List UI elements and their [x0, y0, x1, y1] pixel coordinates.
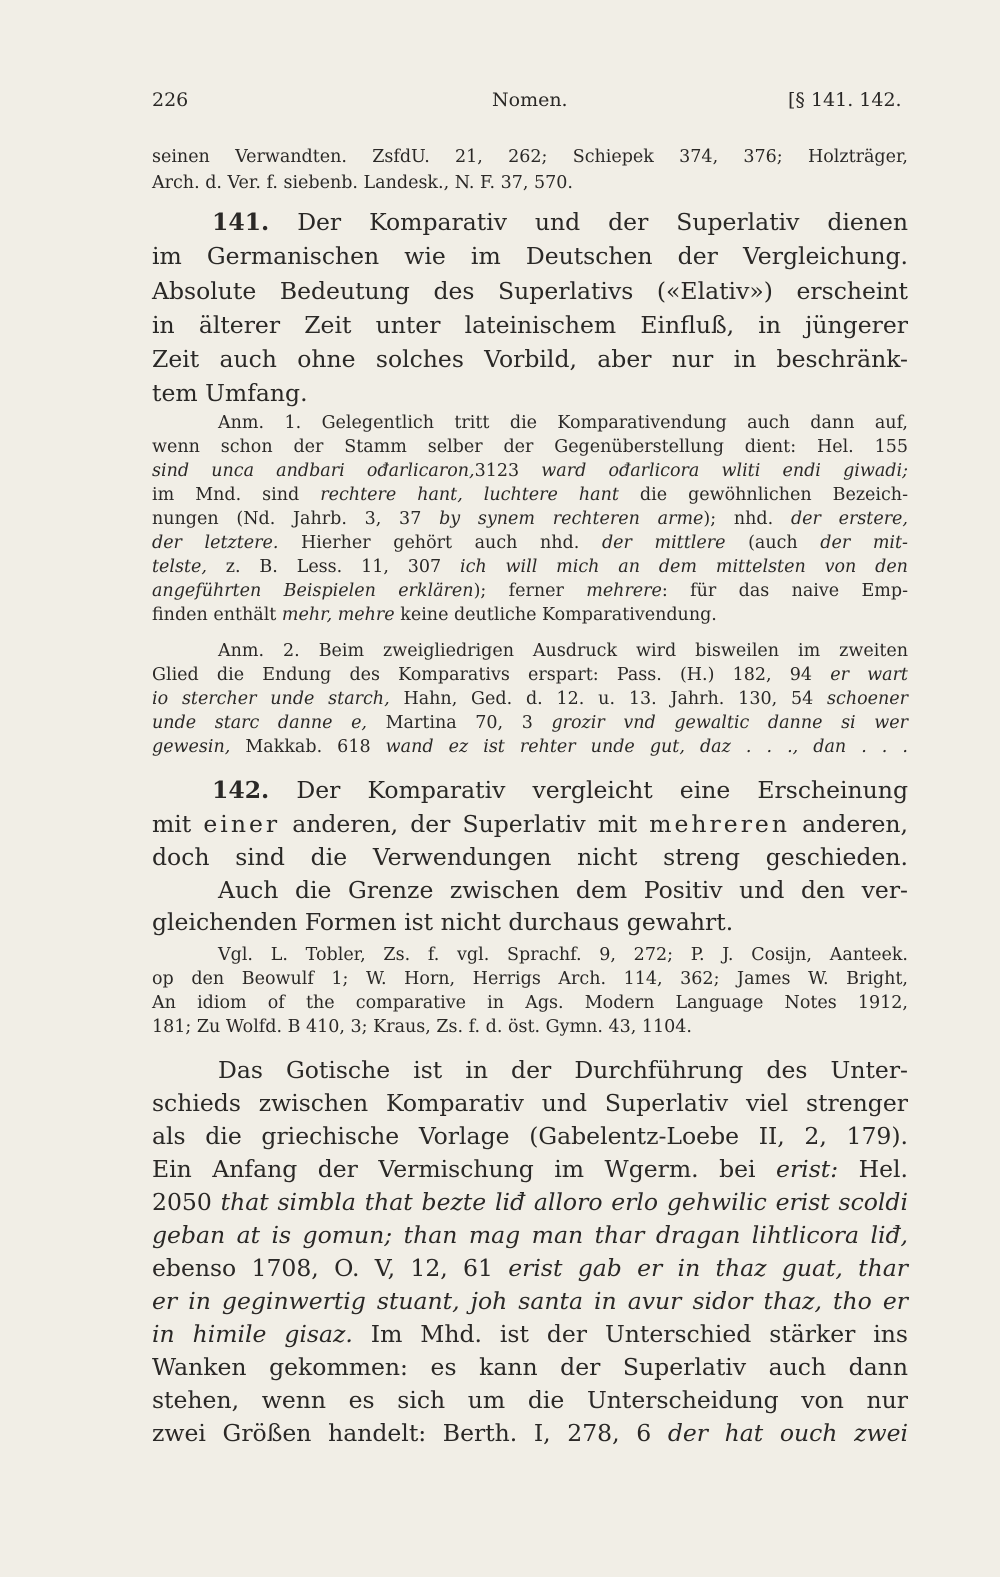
italic-span: sind unca andbari ođarlicaron,	[152, 461, 475, 481]
text-line: seinen Verwandten. ZsfdU. 21, 262; Schiepek 374, 376; Holzträger,	[152, 147, 908, 167]
text-span: 2050	[152, 1188, 212, 1216]
italic-span: telste,	[152, 557, 207, 577]
italic-span: rechtere hant, luchtere hant	[320, 485, 619, 505]
text-span: 3123	[474, 461, 520, 481]
section-number-141: 141.	[212, 208, 270, 236]
italic-span: unde starc danne e,	[152, 713, 367, 733]
italic-span: grozir vnd gewaltic danne si wer	[551, 713, 908, 733]
note-1-line	[152, 580, 908, 602]
text-line: geban at is gomun; than mag man thar dragan lihtlicora liđ,	[152, 1221, 908, 1249]
italic-span: in himile gisaz.	[152, 1320, 353, 1348]
reference-line: An idiom of the comparative in Ags. Modern Language Notes 1912,	[152, 993, 908, 1013]
note-1-line: wenn schon der Stamm selber der Gegenüberstellung dient: Hel. 155	[152, 437, 908, 457]
italic-span: schoener	[827, 689, 908, 709]
section-141-first-line	[152, 208, 908, 236]
text-line: Auch die Grenze zwischen dem Positiv und den ver-	[218, 876, 908, 904]
text-line: Das Gotische ist in der Durchführung des Unter-	[218, 1056, 908, 1084]
text-span: z. B. Less. 11, 307	[225, 557, 442, 577]
text-line: schieds zwischen Komparativ und Superlativ viel strenger	[152, 1089, 908, 1117]
text-span: (auch	[748, 533, 798, 553]
note-1-line	[152, 604, 908, 626]
text-span: im Mnd. sind	[152, 485, 300, 505]
text-line: doch sind die Verwendungen nicht streng geschieden.	[152, 843, 908, 871]
text-span: zwei Größen handelt: Berth. I, 278, 6	[152, 1419, 652, 1447]
text-span: Hahn, Ged. d. 12. u. 13. Jahrh. 130, 54	[403, 689, 814, 709]
text-span: Der Komparativ vergleicht eine Erscheinung	[296, 776, 908, 804]
italic-span: ich will mich an dem mittelsten von den	[460, 557, 908, 577]
italic-span: mehrere	[586, 581, 662, 601]
text-line	[152, 1419, 908, 1447]
text-span: Der Komparativ und der Superlativ dienen	[297, 208, 908, 236]
text-span: Glied die Endung des Komparativs erspart: Pass. (H.) 182, 94	[152, 665, 813, 685]
italic-span: erist:	[776, 1155, 839, 1183]
text-span: Ein Anfang der Vermischung im Wgerm. bei	[152, 1155, 756, 1183]
running-title: Nomen.	[492, 89, 568, 111]
italic-span: der letztere.	[152, 533, 279, 553]
text-span: anderen,	[802, 810, 908, 838]
italic-span: gewesin,	[152, 737, 231, 757]
note-2-line	[152, 712, 908, 734]
note-1-line: Anm. 1. Gelegentlich tritt die Komparativendung auch dann auf,	[218, 413, 908, 433]
text-line: als die griechische Vorlage (Gabelentz-Loebe II, 2, 179).	[152, 1122, 908, 1150]
text-line: in älterer Zeit unter lateinischem Einfluß, in jüngerer	[152, 311, 908, 339]
italic-span: der erstere,	[790, 509, 908, 529]
text-line: Zeit auch ohne solches Vorbild, aber nur in beschränk-	[152, 345, 908, 373]
italic-span: angeführten Beispielen erklären	[152, 581, 474, 601]
text-line: Arch. d. Ver. f. siebenb. Landesk., N. F. 37, 570.	[152, 173, 573, 193]
note-2-line: Anm. 2. Beim zweigliedrigen Ausdruck wird bisweilen im zweiten	[218, 641, 908, 661]
text-span: Martina 70, 3	[385, 713, 533, 733]
text-span: : für das naive Emp-	[661, 581, 908, 601]
section-142-first-line	[152, 776, 908, 804]
note-2-line	[152, 688, 908, 710]
italic-span: der mit-	[820, 533, 908, 553]
italic-span: io stercher unde starch,	[152, 689, 390, 709]
note-1-line	[152, 508, 908, 530]
text-line	[152, 1188, 908, 1216]
italic-span: ward ođarlicora wliti endi giwadi;	[541, 461, 908, 481]
text-span: mit	[152, 810, 192, 838]
spaced-span: einer	[203, 810, 281, 838]
section-number-142: 142.	[212, 776, 270, 804]
text-line	[152, 810, 908, 838]
page-number: 226	[152, 89, 189, 111]
note-1-line	[152, 556, 908, 578]
reference-line: 181; Zu Wolfd. B 410, 3; Kraus, Zs. f. d. öst. Gymn. 43, 1104.	[152, 1017, 692, 1037]
reference-line: Vgl. L. Tobler, Zs. f. vgl. Sprachf. 9, 272; P. J. Cosijn, Aanteek.	[218, 945, 908, 965]
italic-span: that simbla that bezte liđ alloro erlo gehwilic erist scoldi	[220, 1188, 908, 1216]
note-2-line	[152, 664, 908, 686]
text-span: die gewöhnlichen Bezeich-	[639, 485, 908, 505]
text-span: anderen, der Superlativ mit	[292, 810, 638, 838]
italic-span: der mittlere	[601, 533, 726, 553]
text-span: ebenso 1708, O. V, 12, 61	[152, 1254, 493, 1282]
text-line	[152, 1155, 908, 1183]
text-span: ); ferner	[473, 581, 564, 601]
text-span: keine deutliche Komparativendung.	[400, 605, 717, 625]
italic-span: by synem rechteren arme	[439, 509, 704, 529]
italic-span: wand ez ist rehter unde gut, daz . . ., dan . . .	[385, 737, 908, 757]
note-2-line	[152, 736, 908, 758]
text-line	[152, 1254, 908, 1282]
text-line: Absolute Bedeutung des Superlativs («Elativ») erscheint	[152, 277, 908, 305]
note-1-line	[152, 460, 908, 482]
text-span: finden enthält	[152, 605, 277, 625]
text-span: ); nhd.	[703, 509, 774, 529]
text-line: tem Umfang.	[152, 379, 308, 407]
text-line	[152, 1320, 908, 1348]
text-span: Im Mhd. ist der Unterschied stärker ins	[370, 1320, 908, 1348]
reference-line: op den Beowulf 1; W. Horn, Herrigs Arch. 114, 362; James W. Bright,	[152, 969, 908, 989]
italic-span: erist gab er in thaz guat, thar	[508, 1254, 909, 1282]
section-reference: [§ 141. 142.	[788, 89, 902, 111]
text-span: nungen (Nd. Jahrb. 3, 37	[152, 509, 422, 529]
text-line: Wanken gekommen: es kann der Superlativ auch dann	[152, 1353, 908, 1381]
text-span: Hel.	[858, 1155, 908, 1183]
note-1-line	[152, 484, 908, 506]
italic-span: der hat ouch zwei	[667, 1419, 908, 1447]
italic-span: er wart	[830, 665, 908, 685]
italic-span: mehr, mehre	[281, 605, 395, 625]
text-line: stehen, wenn es sich um die Unterscheidung von nur	[152, 1386, 908, 1414]
note-1-line	[152, 532, 908, 554]
text-line: gleichenden Formen ist nicht durchaus gewahrt.	[152, 908, 734, 936]
text-line: im Germanischen wie im Deutschen der Vergleichung.	[152, 242, 908, 270]
text-line: er in geginwertig stuant, joh santa in avur sidor thaz, tho er	[152, 1287, 908, 1315]
text-span: Makkab. 618	[245, 737, 371, 757]
text-span: Hierher gehört auch nhd.	[301, 533, 580, 553]
spaced-span: mehreren	[649, 810, 790, 838]
